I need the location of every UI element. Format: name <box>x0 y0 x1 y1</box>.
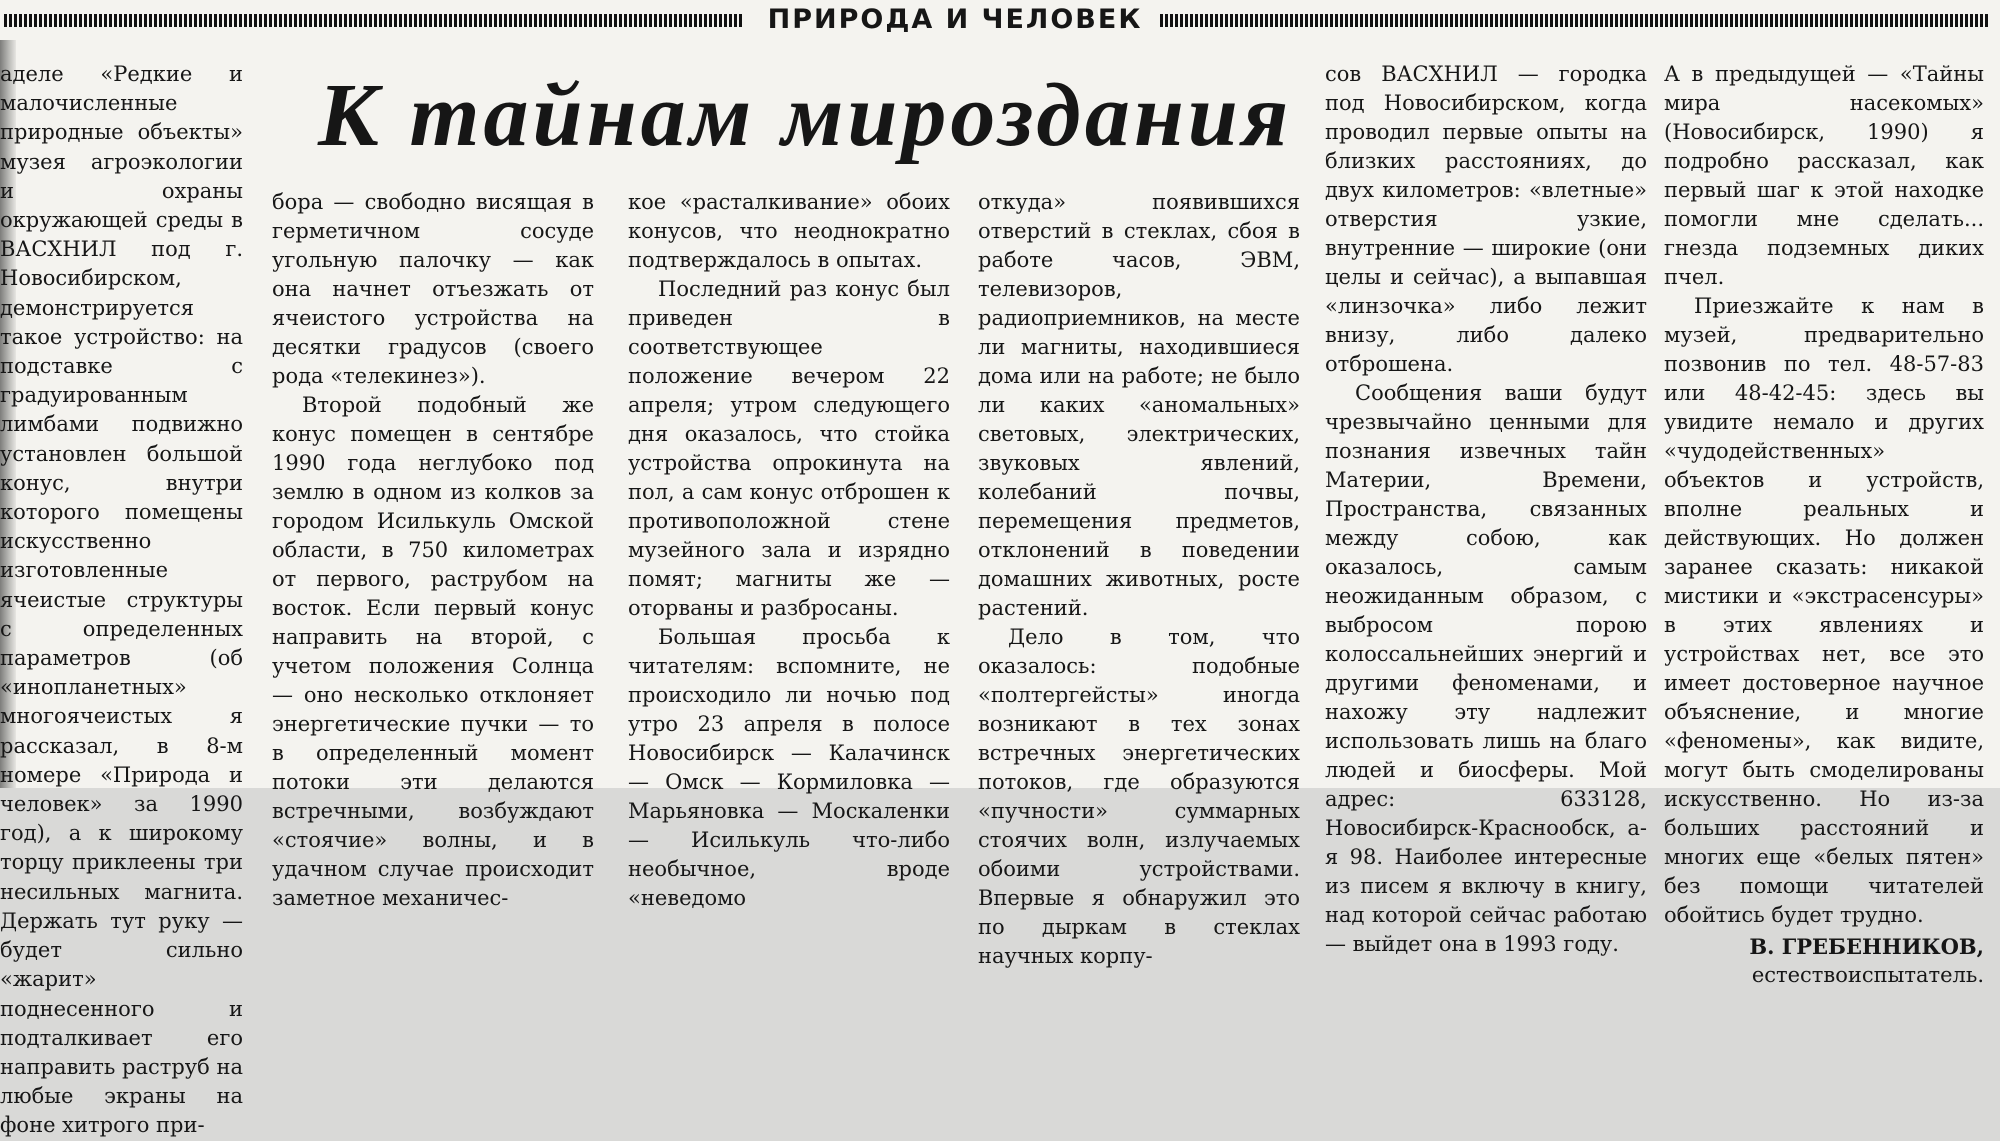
section-header <box>0 0 2000 40</box>
paragraph: бора — свободно висящая в герметичном сосуде угольную палочку — как она начнет отъезжать от ячеистого устройства на десятки градусов (своего рода «телекинез»). <box>272 190 594 388</box>
paragraph: А в предыдущей — «Тайны мира насекомых» (Новосибирск, 1990) я подробно рассказал, как первый шаг к этой находке помогли мне сделать... гнезда подземных диких пчел. <box>1664 62 1984 289</box>
header-ornament-right <box>1160 14 1988 27</box>
article-column-2 <box>272 188 594 913</box>
section-rubric: ПРИРОДА И ЧЕЛОВЕК <box>767 4 1143 35</box>
article-column-1 <box>0 60 243 1141</box>
author-name: В. ГРЕБЕННИКОВ, <box>1749 934 1984 959</box>
header-ornament-left <box>4 14 744 27</box>
paragraph: Приезжайте к нам в музей, предварительно позвонив по тел. 48-57-83 или 48-42-45: здесь вы увидите немало и других «чудодейственных» объектов и устройств, вполне реальных и действующих. Но должен заранее сказать: никакой мистики и «экстрасенсуры» в этих явлениях и устройствах нет, все это имеет достоверное научное объяснение, и многие «феномены», как видите, могут быть смоделированы искусственно. Но из-за больших расстояний и многих еще «белых пятен» без помощи читателей обойтись будет трудно. <box>1664 294 1984 927</box>
author-title: естествоиспытатель. <box>1751 963 1984 987</box>
paragraph: кое «расталкивание» обоих конусов, что неоднократно подтверждалось в опытах. <box>628 190 950 272</box>
paragraph: аделе «Редкие и малочисленные природные объекты» музея агроэкологии и охраны окружающей среды в ВАСХНИЛ под г. Новосибирском, демонстрируется такое устройство: на подставке с градуированным лимбами подвижно установлен большой конус, внутри которого помещены искусственно изготовленные ячеистые структуры с определенных параметров (об «инопланетных» многоячеистых я рассказал, в 8-м номере «Природа и человек» за 1990 год), а к широкому торцу приклеены три несильных магнита. Держать тут руку — будет сильно «жарит» поднесенного и подталкивает его направить раструб на любые экраны на фоне хитрого при- <box>0 62 243 1138</box>
article-column-4 <box>978 188 1300 971</box>
article-column-3 <box>628 188 950 913</box>
article-title: К тайнам мироздания <box>318 66 1293 165</box>
paragraph: Сообщения ваши будут чрезвычайно ценными для познания извечных тайн Материи, Времени, Пространства, связанных между собою, как оказалось, самым неожиданным образом, с выбросом порою колоссальнейших энергий и другими феноменами, и нахожу эту надлежит использовать лишь на благо людей и биосферы. Мой адрес: 633128, Новосибирск-Краснообск, а-я 98. Наиболее интересные из писем я включу в книгу, над которой сейчас работаю — выйдет она в 1993 году. <box>1325 381 1647 956</box>
article-column-6 <box>1664 60 1984 990</box>
paragraph: сов ВАСХНИЛ — городка под Новосибирском, когда проводил первые опыты на близких расстояниях, до двух километров: «влетные» отверстия узкие, внутренние — широкие (они целы и сейчас), а выпавшая «линзочка» либо лежит внизу, либо далеко отброшена. <box>1325 62 1647 376</box>
paragraph: Последний раз конус был приведен в соответствующее положение вечером 22 апреля; утром следующего дня оказалось, что стойка устройства опрокинута на пол, а сам конус отброшен к противоположной стене музейного зала и изрядно помят; магниты же — оторваны и разбросаны. <box>628 277 950 620</box>
paragraph: Большая просьба к читателям: вспомните, не происходило ли ночью под утро 23 апреля в полосе Новосибирск — Калачинск — Омск — Кормиловка — Марьяновка — Москаленки — Исилькуль что-либо необычное, вроде «неведомо <box>628 625 950 910</box>
paragraph: Дело в том, что оказалось: подобные «полтергейсты» иногда возникают в тех зонах встречных энергетических потоков, где образуются «пучности» суммарных стоячих волн, излучаемых обоими устройствами. Впервые я обнаружил это по дыркам в стеклах научных корпу- <box>978 625 1300 968</box>
paragraph: откуда» появившихся отверстий в стеклах, сбоя в работе часов, ЭВМ, телевизоров, радиоприемников, на месте ли магниты, находившиеся дома или на работе; не было ли каких «аномальных» световых, электрических, звуковых явлений, колебаний почвы, перемещения предметов, отклонений в поведении домашних животных, росте растений. <box>978 190 1300 620</box>
paragraph: Второй подобный же конус помещен в сентябре 1990 года неглубоко под землю в одном из колков за городом Исилькуль Омской области, в 750 километрах от первого, раструбом на восток. Если первый конус направить на второй, с учетом положения Солнца — оно несколько отклоняет энергетические пучки — то в определенный момент потоки эти делаются встречными, возбуждают «стоячие» волны, и в удачном случае происходит заметное механичес- <box>272 393 594 910</box>
article-column-5 <box>1325 60 1647 959</box>
